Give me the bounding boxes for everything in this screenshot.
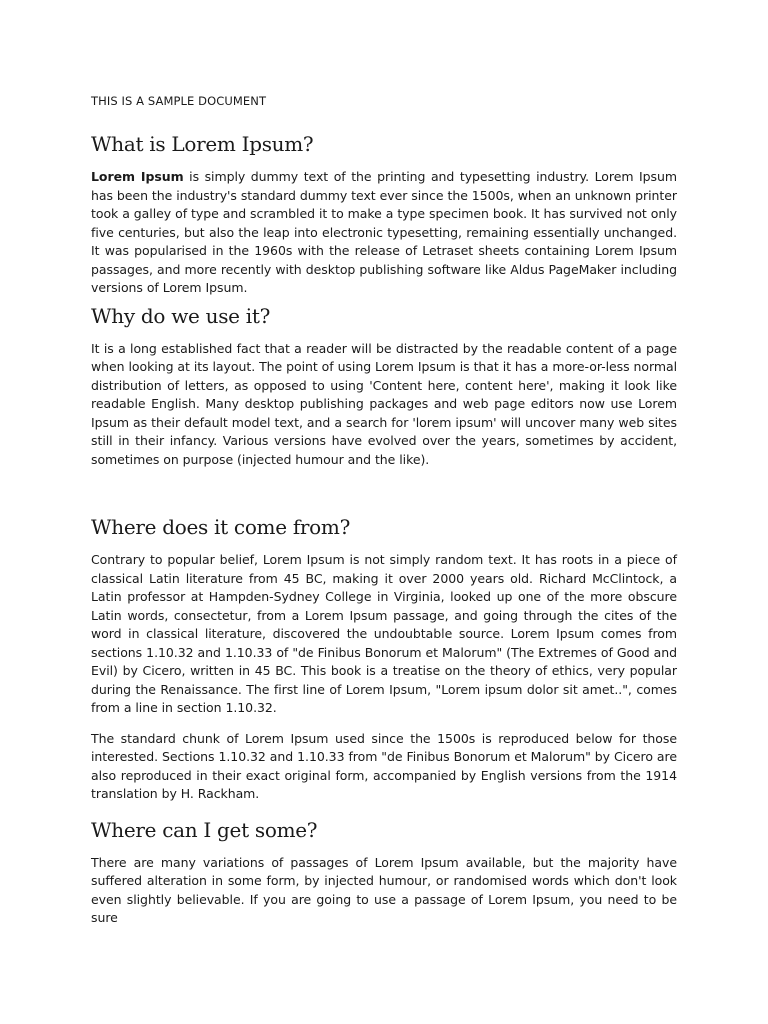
section-what-is-lorem-ipsum <box>91 130 677 298</box>
document-body <box>91 92 677 940</box>
section-heading: What is Lorem Ipsum? <box>91 132 314 156</box>
lead-bold-term: Lorem Ipsum <box>91 169 184 184</box>
section-heading: Where can I get some? <box>91 817 318 842</box>
section-where-can-i-get-some <box>91 816 677 928</box>
section-where-does-it-come-from <box>91 513 677 804</box>
section-paragraph: There are many variations of passages of Lorem Ipsum available, but the majority have suffered alteration in some form, by injected humour, or randomised words which don't look even slightly believable. If you are going to use a passage of Lorem Ipsum, you need to be sure <box>91 854 677 925</box>
section-paragraph: It is a long established fact that a reader will be distracted by the readable content of a page when looking at its layout. The point of using Lorem Ipsum is that it has a more-or-less normal distribution of letters, as opposed to using 'Content here, content here', making it look like readable English. Many desktop publishing packages and web page editors now use Lorem Ipsum as their default model text, and a search for 'lorem ipsum' will uncover many web sites still in their infancy. Various versions have evolved over the years, sometimes by accident, sometimes on purpose (injected humour and the like). <box>91 340 677 467</box>
paragraph-text: is simply dummy text of the printing and typesetting industry. Lorem Ipsum has been the industry's standard dummy text ever since the 1500s, when an unknown printer took a galley of type and scrambled it to make a type specimen book. It has survived not only five centuries, but also the leap into electronic typesetting, remaining essentially unchanged. It was popularised in the 1960s with the release of Letraset sheets containing Lorem Ipsum passages, and more recently with desktop publishing software like Aldus PageMaker including versions of Lorem Ipsum. <box>91 169 677 295</box>
section-heading: Why do we use it? <box>91 303 271 328</box>
document-label: THIS IS A SAMPLE DOCUMENT <box>91 94 267 108</box>
section-paragraph: Contrary to popular belief, Lorem Ipsum is not simply random text. It has roots in a piece of classical Latin literature from 45 BC, making it over 2000 years old. Richard McClintock, a Latin professor at Hampden-Sydney College in Virginia, looked up one of the more obscure Latin words, consectetur, from a Lorem Ipsum passage, and going through the cites of the word in classical literature, discovered the undoubtable source. Lorem Ipsum comes from sections 1.10.32 and 1.10.33 of "de Finibus Bonorum et Malorum" (The Extremes of Good and Evil) by Cicero, written in 45 BC. This book is a treatise on the theory of ethics, very popular during the Renaissance. The first line of Lorem Ipsum, "Lorem ipsum dolor sit amet..", comes from a line in section 1.10.32. <box>91 552 677 715</box>
section-heading: Where does it come from? <box>91 515 351 539</box>
section-paragraph <box>91 168 677 298</box>
section-why-do-we-use-it <box>91 302 677 470</box>
section-paragraph: The standard chunk of Lorem Ipsum used since the 1500s is reproduced below for those interested. Sections 1.10.32 and 1.10.33 from "de Finibus Bonorum et Malorum" by Cicero are also reproduced in their exact original form, accompanied by English versions from the 1914 translation by H. Rackham. <box>91 730 677 801</box>
